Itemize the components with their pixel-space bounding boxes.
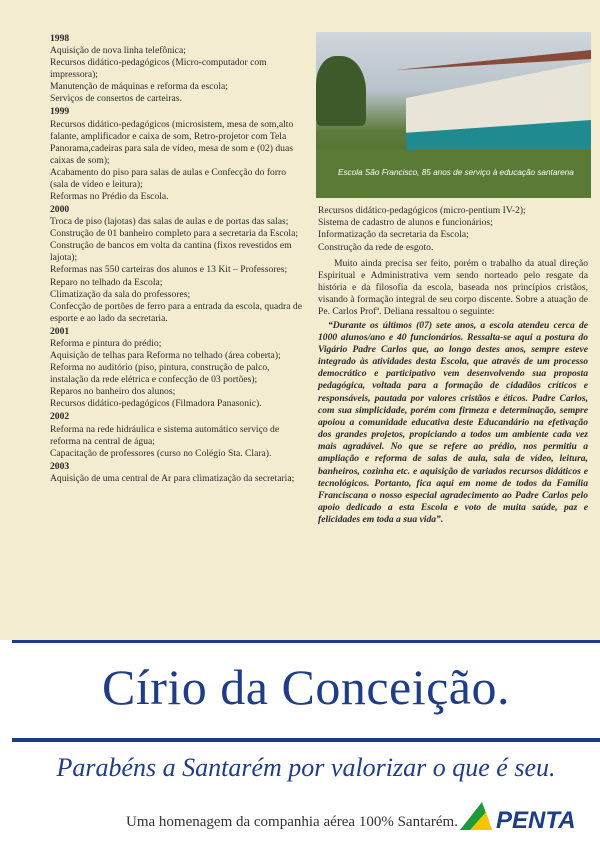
achievement-item: Reforma na rede hidráulica e sistema automático serviço de reforma na central de água; (50, 423, 280, 447)
achievement-item: Reforma e pintura do prédio; (50, 337, 162, 349)
achievement-item: Recursos didático-pedagógicos (Filmadora Panasonic). (50, 398, 262, 410)
achievements-list-column (50, 32, 304, 485)
school-photo (316, 32, 591, 198)
year-heading: 1998 (50, 33, 70, 44)
achievement-item: Troca de piso (lajotas) das salas de aulas e de portas das salas; (50, 216, 289, 228)
achievement-item: Reforma no auditório (piso, pintura, construção de palco, instalação da rede elétrica e confecção de 03 portões); (50, 362, 270, 386)
right-list-item: Recursos didático-pedagógicos (micro-pentium IV-2); (318, 205, 526, 216)
achievement-item: Climatização da sala do professores; (50, 288, 191, 300)
achievement-item: Serviços de consertos de carteiras. (50, 93, 182, 105)
year-heading: 2002 (50, 411, 70, 423)
article-paragraph: Muito ainda precisa ser feito, porém o trabalho da atual direção Espiritual e Administrativa vem sendo norteado pelo resgate da história e da filosofia da escola, baseada nos princípios cristãos, visando à formação integral de seu corpo discente. Sobre a atuação de Pe. Carlos Profª. Deliana ressaltou o seguinte: (318, 257, 588, 318)
achievement-item: Reformas no Prédio da Escola. (50, 191, 169, 203)
ad-title: Círio da Conceição. (102, 659, 510, 715)
achievement-item: Acabamento do piso para salas de aulas e Confecção do forro (sala de vídeo e leitura); (50, 166, 287, 190)
penta-advertisement (0, 640, 600, 842)
photo-caption: Escola São Francisco, 85 anos de serviço à educação santarena (338, 168, 574, 177)
achievement-item: Confecção de portões de ferro para a entrada da escola, quadra de esporte e ao lado da secretaria. (50, 300, 302, 324)
achievement-item: Reparos no banheiro dos alunos; (50, 386, 176, 398)
achievement-item: Construção de 01 banheiro completo para a secretaria da Escola; (50, 228, 298, 240)
achievement-item: Reformas nas 550 carteiras dos alunos e 13 Kit – Professores; (50, 264, 288, 276)
achievement-item: Aquisição de uma central de Ar para climatização da secretaria; (50, 472, 295, 484)
ad-divider (12, 738, 600, 742)
achievement-item: Recursos didático-pedagógicos (Micro-computador com impressora); (50, 57, 267, 81)
right-list-item: Informatização da secretaria da Escola; (318, 229, 469, 241)
achievement-item: Reparo no telhado da Escola; (50, 276, 163, 288)
ad-tagline: Uma homenagem da companhia aérea 100% Santarém. (126, 814, 458, 830)
achievement-item: Aquisição de telhas para Reforma no telhado (área coberta); (50, 350, 281, 362)
year-heading: 2001 (50, 325, 70, 337)
right-list-item: Construção da rede de esgoto. (318, 241, 434, 253)
article-quote: “Durante os últimos (07) sete anos, a escola atendeu cerca de 1000 alunos/ano e 40 funcionários. Ressalta-se aqui a postura do Vigário Padre Carlos que, ao longo destes anos, sempre esteve integrado às atividades desta Escola, que através de um processo democrático e participativo vem desenvolvendo sua proposta pedagógica, voltada para a formação de cidadãos críticos e responsáveis, pautada por valores cristãos e éticos. Padre Carlos, com sua simplicidade, porém com firmeza e determinação, sempre apoiou a comunidade educativa deste Educandário na efetivação dos grandes projetos, propiciando a todos um ambiente cada vez mais agradável. No que se refere ao prédio, nos permitiu a ampliação e reforma de salas de aula, sala de vídeo, leitura, banheiros, cozinha etc. e aquisição de variados recursos didáticos e tecnológicos. Portanto, fica aqui em nome de todos da Família Franciscana o nosso especial agradecimento ao Padre Carlos pelo apoio dedicado a esta Escola e voto de muita saúde, paz e felicidades em toda a sua vida”. (318, 319, 588, 526)
right-list-item: Sistema de cadastro de alunos e funcionários; (318, 217, 493, 229)
photo-roof (396, 50, 591, 70)
achievement-item: Recursos didático-pedagógicos (microsistem, mesa de som,alto falante, amplificador e caixa de som, Retro-projetor com Tela Panorama,cadeiras para sala de vídeo, mesa de som e (02) duas caixas de som); (50, 118, 294, 166)
penta-logo (460, 800, 600, 836)
achievement-item: Construção de bancos em volta da cantina (fixos revestidos em lajota); (50, 240, 292, 264)
photo-tree (316, 56, 366, 126)
year-heading: 1999 (50, 106, 70, 118)
year-heading: 2000 (50, 204, 70, 216)
ad-slogan: Parabéns a Santarém por valorizar o que é seu. (56, 753, 556, 782)
achievement-item: Aquisição de nova linha telefônica; (50, 45, 186, 57)
logo-text: PENTA (496, 807, 576, 834)
article-right-column (318, 205, 588, 526)
achievement-item: Manutenção de máquinas e reforma da escola; (50, 81, 228, 93)
achievement-item: Capacitação de professores (curso no Colégio Sta. Clara). (50, 447, 272, 459)
year-heading: 2003 (50, 460, 70, 472)
